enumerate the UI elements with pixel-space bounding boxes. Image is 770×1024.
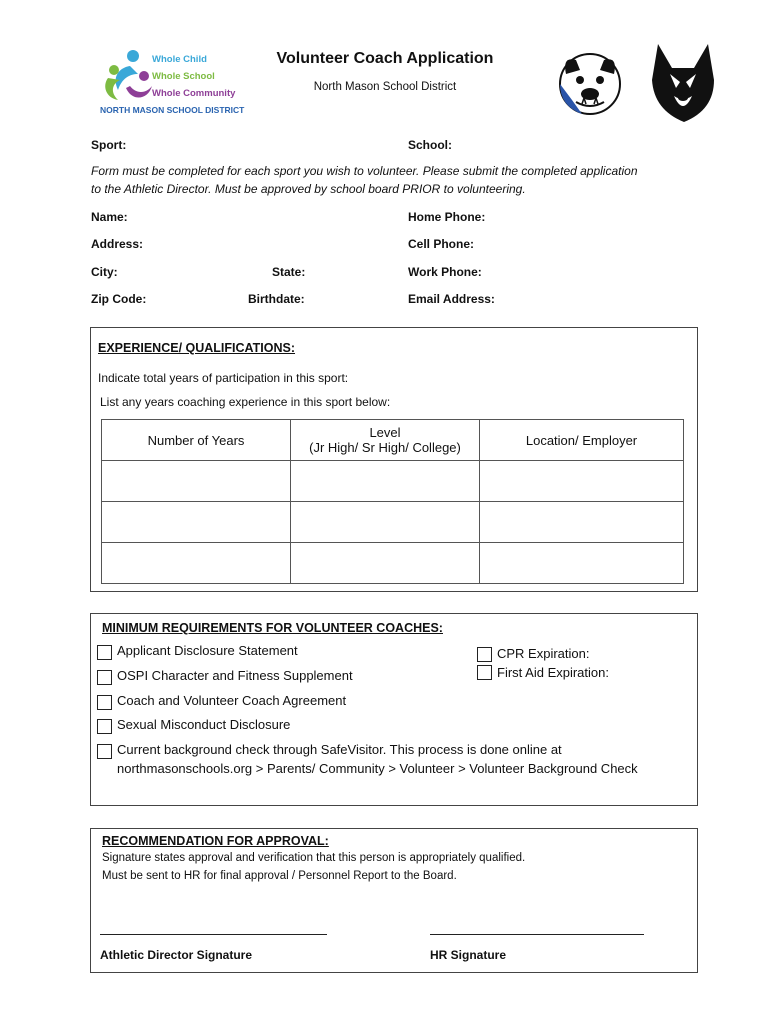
applicant-disclosure-checkbox[interactable] xyxy=(97,645,112,660)
logo-line2: Whole School xyxy=(152,71,215,82)
sexual-misconduct-label: Sexual Misconduct Disclosure xyxy=(117,717,291,732)
athletic-director-signature-line[interactable] xyxy=(100,934,327,935)
name-label: Name: xyxy=(91,210,128,224)
experience-line2: List any years coaching experience in this sport below: xyxy=(100,395,391,409)
home-phone-label: Home Phone: xyxy=(408,210,486,224)
table-cell[interactable] xyxy=(480,502,684,543)
address-label: Address: xyxy=(91,237,144,251)
hr-signature-line[interactable] xyxy=(430,934,644,935)
table-cell[interactable] xyxy=(480,543,684,584)
table-row xyxy=(102,461,684,502)
table-row xyxy=(102,502,684,543)
first-aid-expiration-label: First Aid Expiration: xyxy=(497,665,609,680)
background-check-path: northmasonschools.org > Parents/ Community > Volunteer > Volunteer Background Check xyxy=(117,761,638,776)
table-cell[interactable] xyxy=(291,461,480,502)
email-label: Email Address: xyxy=(408,292,495,306)
experience-line1: Indicate total years of participation in this sport: xyxy=(98,371,349,385)
requirements-title: MINIMUM REQUIREMENTS FOR VOLUNTEER COACHES: xyxy=(102,621,443,635)
experience-table xyxy=(101,419,684,584)
cpr-expiration-label: CPR Expiration: xyxy=(497,646,590,661)
hr-signature-label: HR Signature xyxy=(430,948,507,962)
col-location xyxy=(480,420,684,461)
col-level xyxy=(291,420,480,461)
table-cell[interactable] xyxy=(480,461,684,502)
recommendation-title: RECOMMENDATION FOR APPROVAL: xyxy=(102,834,329,848)
col-level-sub: (Jr High/ Sr High/ College) xyxy=(309,440,461,455)
ospi-supplement-checkbox[interactable] xyxy=(97,670,112,685)
applicant-disclosure-label: Applicant Disclosure Statement xyxy=(117,643,298,658)
state-label: State: xyxy=(272,265,306,279)
bulldog-mascot-icon xyxy=(552,44,628,120)
background-check-checkbox[interactable] xyxy=(97,744,112,759)
col-location-label: Location/ Employer xyxy=(525,432,638,448)
table-cell[interactable] xyxy=(291,502,480,543)
requirements-section xyxy=(90,613,698,806)
col-number-of-years xyxy=(102,420,291,461)
cell-phone-label: Cell Phone: xyxy=(408,237,475,251)
school-label: School: xyxy=(408,138,452,152)
instructions-line2: to the Athletic Director. Must be approved by school board PRIOR to volunteering. xyxy=(91,182,526,196)
col-number-of-years-label: Number of Years xyxy=(147,432,245,448)
sexual-misconduct-checkbox[interactable] xyxy=(97,719,112,734)
table-cell[interactable] xyxy=(102,543,291,584)
logo-district: NORTH MASON SCHOOL DISTRICT xyxy=(100,105,245,115)
table-cell[interactable] xyxy=(291,543,480,584)
table-header-row xyxy=(102,420,684,461)
col-level-label: Level xyxy=(369,425,401,440)
athletic-director-signature-label: Athletic Director Signature xyxy=(100,948,253,962)
table-cell[interactable] xyxy=(102,461,291,502)
sport-label: Sport: xyxy=(91,138,127,152)
coach-agreement-label: Coach and Volunteer Coach Agreement xyxy=(117,693,347,708)
first-aid-checkbox[interactable] xyxy=(477,665,492,680)
work-phone-label: Work Phone: xyxy=(408,265,482,279)
instructions-line1: Form must be completed for each sport you wish to volunteer. Please submit the completed application xyxy=(91,164,638,178)
page-title: Volunteer Coach Application xyxy=(276,50,494,67)
zip-code-label: Zip Code: xyxy=(91,292,147,306)
recommendation-line1: Signature states approval and verification that this person is appropriately qualified. xyxy=(102,852,526,864)
city-label: City: xyxy=(91,265,118,279)
page-subtitle: North Mason School District xyxy=(313,81,457,93)
background-check-label: Current background check through SafeVisitor. This process is done online at xyxy=(117,742,562,757)
recommendation-line2: Must be sent to HR for final approval / Personnel Report to the Board. xyxy=(102,870,457,882)
cpr-checkbox[interactable] xyxy=(477,647,492,662)
ospi-supplement-label: OSPI Character and Fitness Supplement xyxy=(117,668,353,683)
coach-agreement-checkbox[interactable] xyxy=(97,695,112,710)
logo-line1: Whole Child xyxy=(152,54,207,65)
logo-line3: Whole Community xyxy=(152,88,236,99)
table-row xyxy=(102,543,684,584)
experience-title: EXPERIENCE/ QUALIFICATIONS: xyxy=(98,341,296,355)
husky-mascot-icon xyxy=(644,40,722,124)
table-cell[interactable] xyxy=(102,502,291,543)
birthdate-label: Birthdate: xyxy=(248,292,305,306)
